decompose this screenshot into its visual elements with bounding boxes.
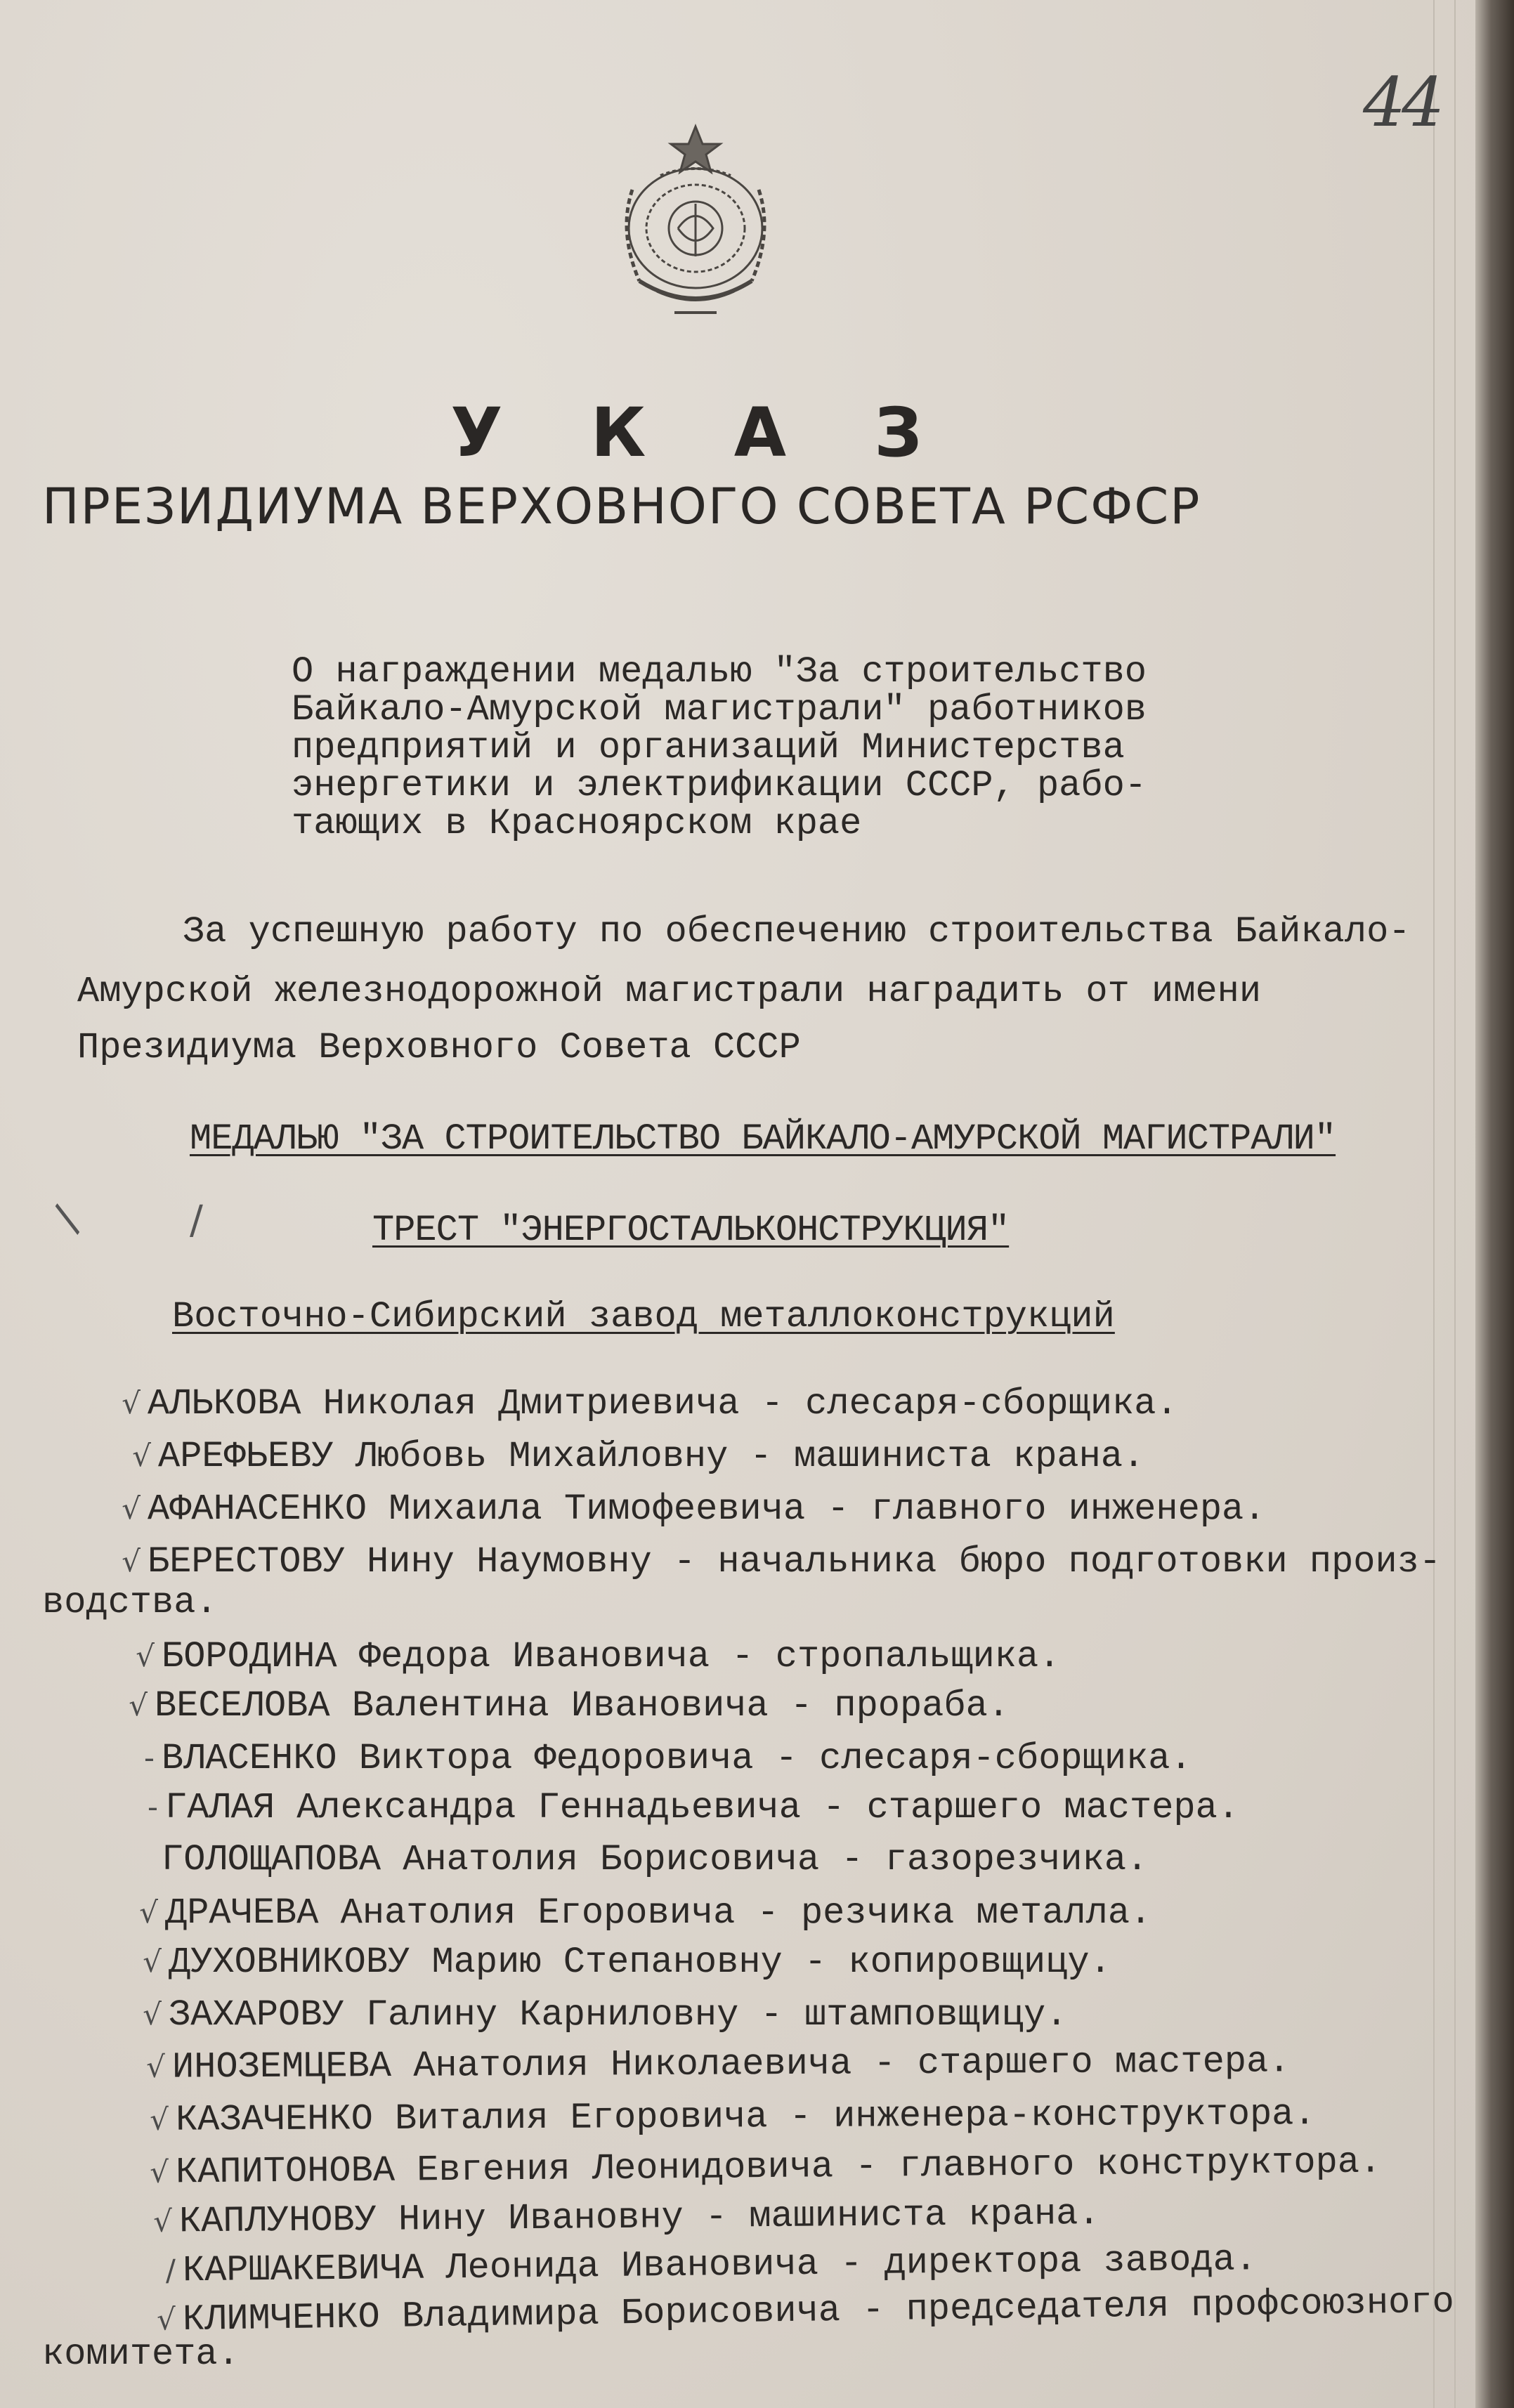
awardee-continuation: комитета. <box>42 2334 240 2375</box>
check-mark-icon: √ <box>129 1688 148 1722</box>
awardee-entry <box>119 1942 1111 1982</box>
preamble-line: Президиума Верховного Совета СССР <box>77 1027 801 1068</box>
page-edge-line <box>1433 0 1435 2408</box>
awardee-text: ГАЛАЯ Александра Геннадьевича - старшего мастера. <box>165 1787 1240 1828</box>
page-edge-line <box>1454 0 1456 2408</box>
awardee-entry <box>119 1995 1067 2035</box>
check-mark-icon: - <box>143 1741 155 1775</box>
awardee-text: ГОЛОЩАПОВА Анатолия Борисовича - газорезчика. <box>162 1839 1149 1880</box>
check-mark-icon: - <box>147 1790 158 1824</box>
awardee-entry <box>126 2094 1316 2140</box>
awardee-entry <box>133 2239 1258 2291</box>
awardee-text: АФАНАСЕНКО Михаила Тимофеевича - главного инженера. <box>148 1488 1266 1530</box>
awardee-entry <box>112 1637 1060 1677</box>
check-mark-icon: √ <box>122 1491 141 1526</box>
awardee-text: ЗАХАРОВУ Галину Карниловну - штамповщицу. <box>169 1994 1068 2036</box>
plant-heading: Восточно-Сибирский завод металлоконструкций <box>172 1296 1115 1337</box>
trust-heading: ТРЕСТ "ЭНЕРГОСТАЛЬКОНСТРУКЦИЯ" <box>372 1210 1010 1251</box>
check-mark-icon: √ <box>150 2154 169 2190</box>
awardee-entry <box>98 1384 1178 1424</box>
awardee-entry <box>112 1739 1192 1779</box>
check-mark-icon: √ <box>146 2049 166 2084</box>
awardee-entry <box>130 2194 1100 2242</box>
awardee-continuation: водства. <box>42 1582 218 1623</box>
check-mark-icon: √ <box>143 1944 162 1979</box>
state-emblem-icon <box>590 105 801 337</box>
check-mark-icon: √ <box>122 1544 141 1578</box>
caption-line: Байкало-Амурской магистрали" работников <box>292 689 1147 731</box>
check-mark-icon: √ <box>122 1386 141 1420</box>
awardee-text: ДУХОВНИКОВУ Марию Степановну - копировщицу. <box>169 1942 1111 1983</box>
preamble-line: Амурской железнодорожной магистрали наградить от имени <box>77 971 1262 1012</box>
awardee-entry <box>123 2041 1291 2088</box>
awardee-entry <box>98 1542 1441 1582</box>
caption-line: предприятий и организаций Министерства <box>292 727 1125 768</box>
page-edge-strip <box>1475 0 1514 2408</box>
awardee-text: КАПИТОНОВА Евгения Леонидовича - главного конструктора. <box>175 2141 1382 2194</box>
awardee-text: ВЛАСЕНКО Виктора Федоровича - слесаря-сборщика. <box>162 1738 1192 1779</box>
caption-line: О награждении медалью "За строительство <box>292 651 1147 693</box>
awardee-entry <box>133 2282 1455 2341</box>
margin-mark: / <box>42 1198 91 1239</box>
margin-mark: / <box>190 1198 203 1243</box>
awardee-text: КАЗАЧЕНКО Виталия Егоровича - инженера-конструктора. <box>175 2093 1316 2141</box>
medal-heading: МЕДАЛЬЮ "ЗА СТРОИТЕЛЬСТВО БАЙКАЛО-АМУРСКОЙ МАГИСТРАЛИ" <box>190 1118 1336 1160</box>
awardee-entry <box>116 1893 1151 1933</box>
preamble-line: За успешную работу по обеспечению строительства Байкало- <box>183 911 1411 953</box>
caption-line: энергетики и электрификации СССР, рабо- <box>292 765 1147 806</box>
awardee-entry <box>105 1686 1010 1726</box>
check-mark-icon: / <box>165 2253 176 2288</box>
awardee-entry <box>112 1840 1148 1880</box>
awardee-entry <box>98 1489 1265 1529</box>
check-mark-icon: √ <box>139 1895 158 1930</box>
awardee-text: АЛЬКОВА Николая Дмитриевича - слесаря-сборщика. <box>148 1383 1178 1425</box>
decree-subtitle: ПРЕЗИДИУМА ВЕРХОВНОГО СОВЕТА РСФСР <box>42 478 1201 535</box>
caption-line: тающих в Красноярском крае <box>292 803 862 844</box>
awardee-text: ВЕСЕЛОВА Валентина Ивановича - прораба. <box>155 1685 1010 1727</box>
awardee-text: КЛИМЧЕНКО Владимира Борисовича - председателя профсоюзного <box>182 2281 1455 2341</box>
check-mark-icon: √ <box>153 2204 173 2239</box>
awardee-entry <box>126 2142 1382 2193</box>
handwritten-page-number: 44 <box>1363 63 1441 142</box>
awardee-text: БОРОДИНА Федора Ивановича - стропальщика. <box>162 1636 1061 1677</box>
awardee-text: БЕРЕСТОВУ Нину Наумовну - начальника бюро подготовки произ- <box>148 1541 1442 1583</box>
check-mark-icon: √ <box>150 2102 169 2137</box>
check-mark-icon: √ <box>136 1639 155 1673</box>
awardee-text: КАПЛУНОВУ Нину Ивановну - машиниста крана. <box>178 2192 1100 2243</box>
awardee-text: ДРАЧЕВА Анатолия Егоровича - резчика металла. <box>165 1892 1152 1934</box>
check-mark-icon: √ <box>143 1997 162 2031</box>
awardee-entry <box>109 1437 1144 1477</box>
awardee-text: ИНОЗЕМЦЕВА Анатолия Николаевича - старшего мастера. <box>171 2041 1291 2088</box>
decree-caption <box>292 653 1147 843</box>
check-mark-icon: √ <box>156 2302 176 2337</box>
decree-title: У К А З <box>450 393 955 472</box>
check-mark-icon: √ <box>132 1439 151 1473</box>
awardee-text: АРЕФЬЕВУ Любовь Михайловну - машиниста крана. <box>158 1436 1145 1477</box>
awardee-text: КАРШАКЕВИЧА Леонида Ивановича - директора завода. <box>182 2239 1258 2292</box>
awardee-entry <box>116 1788 1239 1828</box>
